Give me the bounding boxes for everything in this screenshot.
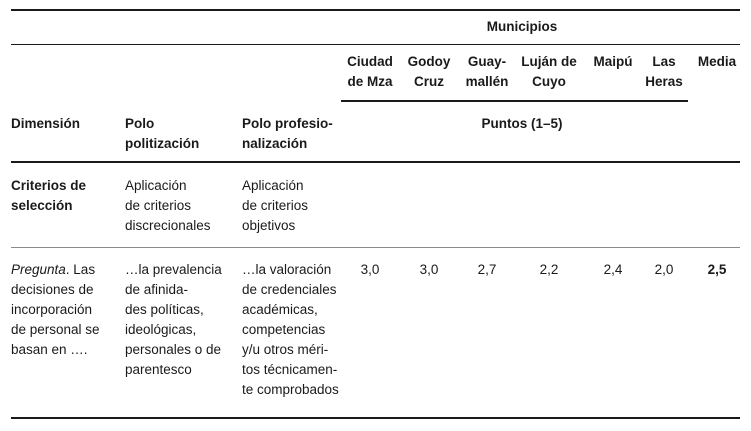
group-header-rule <box>11 44 740 45</box>
value-guaymallen: 2,7 <box>477 262 497 277</box>
criteria-dimension: Criterios de selección <box>11 178 87 213</box>
value-ciudad: 3,0 <box>360 262 380 277</box>
municipios-underline <box>341 100 688 102</box>
col-header-media: Media <box>697 54 737 69</box>
top-rule <box>11 9 740 11</box>
col-header-lujan: Luján de Cuyo <box>521 54 577 89</box>
question-polo-politizacion: …la prevalencia de afinida- des políticas, ideológicas, personales o de parentesco <box>125 262 222 377</box>
value-lujan: 2,2 <box>539 262 559 277</box>
scores-header: Puntos (1–5) <box>481 116 563 131</box>
col-header-polo-politizacion: Polo politización <box>125 116 200 151</box>
value-las-heras: 2,0 <box>654 262 674 277</box>
question-text: . Las decisiones de incorporación de personal se basan en …. <box>11 262 100 357</box>
col-header-guaymallen: Guay- mallén <box>465 54 509 89</box>
value-godoy: 3,0 <box>419 262 439 277</box>
col-header-dimension: Dimensión <box>11 116 81 131</box>
col-header-las-heras: Las Heras <box>645 54 683 89</box>
row-separator-rule <box>11 247 740 248</box>
question-label: Pregunta <box>11 262 66 277</box>
question-polo-profesionalizacion: …la valoración de credenciales académicas, competencias y/u otros méri- tos técnicamen- te comprobados <box>242 262 339 397</box>
col-header-ciudad: Ciudad de Mza <box>347 54 393 89</box>
municipios-group-header: Municipios <box>486 19 558 34</box>
col-header-godoy: Godoy Cruz <box>407 54 451 89</box>
col-header-maipu: Maipú <box>593 54 633 69</box>
criteria-polo-profesionalizacion: Aplicación de criterios objetivos <box>242 178 309 233</box>
bottom-rule <box>11 417 740 419</box>
col-header-polo-profesionalizacion: Polo profesio- nalización <box>242 116 333 151</box>
question-dimension <box>11 260 121 360</box>
value-maipu: 2,4 <box>603 262 623 277</box>
value-media: 2,5 <box>707 262 727 277</box>
header-bottom-rule <box>11 161 740 163</box>
criteria-polo-politizacion: Aplicación de criterios discrecionales <box>125 178 211 233</box>
